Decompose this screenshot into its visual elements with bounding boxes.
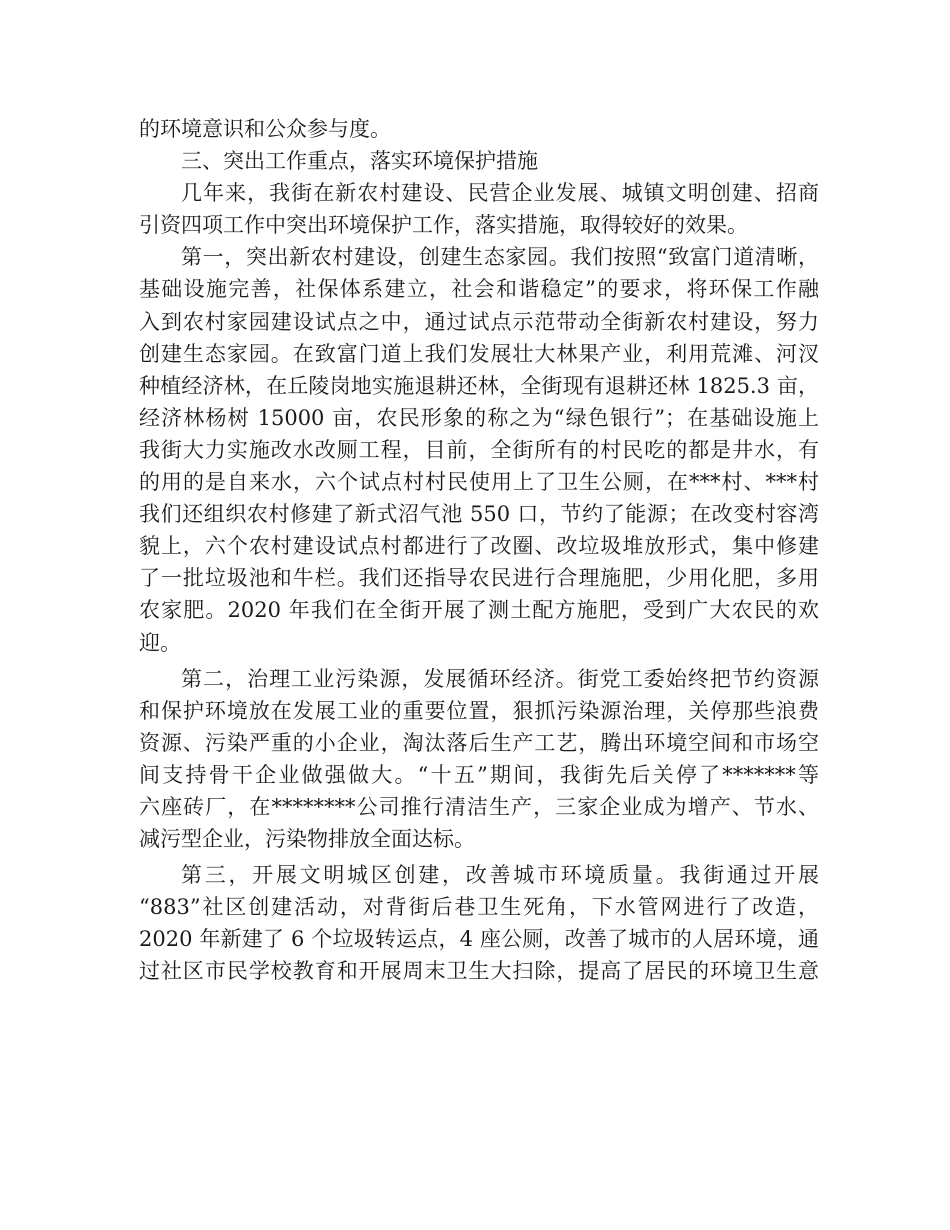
paragraph-line: 农家肥。2020 年我们在全街开展了测土配方施肥，受到广大农民的欢 — [139, 598, 819, 623]
paragraph-line: 了一批垃圾池和牛栏。我们还指导农民进行合理施肥，少用化肥，多用 — [139, 566, 819, 591]
paragraph-line: 我们还组织农村修建了新式沼气池 550 口，节约了能源；在改变村容湾 — [139, 502, 819, 527]
body-line: 的环境意识和公众参与度。 — [139, 117, 391, 141]
paragraph-line: 种植经济林，在丘陵岗地实施退耕还林，全街现有退耕还林 1825.3 亩， — [139, 373, 819, 398]
paragraph-line: 第三，开展文明城区创建，改善城市环境质量。我街通过开展 — [181, 863, 819, 888]
paragraph-line: 经济林杨树 15000 亩，农民形象的称之为“绿色银行”；在基础设施上 — [139, 405, 819, 430]
paragraph-line: 创建生态家园。在致富门道上我们发展壮大林果产业，利用荒滩、河汊 — [139, 341, 819, 366]
paragraph-line: 六座砖厂，在********公司推行清洁生产，三家企业成为增产、节水、 — [139, 794, 819, 819]
paragraph-line: 资源、污染严重的小企业，淘汰落后生产工艺，腾出环境空间和市场空 — [139, 730, 819, 755]
paragraph-line: 我街大力实施改水改厕工程，目前，全街所有的村民吃的都是井水，有 — [139, 437, 819, 462]
paragraph-line: 和保护环境放在发展工业的重要位置，狠抓污染源治理，关停那些浪费 — [139, 698, 819, 723]
paragraph-line: 引资四项工作中突出环境保护工作，落实措施，取得较好的效果。 — [139, 213, 748, 238]
paragraph-line: 基础设施完善，社保体系建立，社会和谐稳定”的要求，将环保工作融 — [139, 277, 819, 302]
section-heading: 三、突出工作重点，落实环境保护措施 — [181, 149, 538, 174]
paragraph-line: “883”社区创建活动，对背街后巷卫生死角，下水管网进行了改造， — [139, 895, 819, 920]
paragraph-line: 第二，治理工业污染源，发展循环经济。街党工委始终把节约资源 — [181, 666, 819, 691]
paragraph-line: 貌上，六个农村建设试点村都进行了改圈、改垃圾堆放形式，集中修建 — [139, 534, 819, 559]
paragraph-line: 迎。 — [139, 630, 181, 655]
paragraph-line: 减污型企业，污染物排放全面达标。 — [139, 827, 475, 852]
paragraph-line: 第一，突出新农村建设，创建生态家园。我们按照“致富门道清晰， — [181, 245, 819, 270]
paragraph-line: 过社区市民学校教育和开展周末卫生大扫除，提高了居民的环境卫生意 — [139, 959, 819, 984]
paragraph-line: 入到农村家园建设试点之中，通过试点示范带动全街新农村建设，努力 — [139, 309, 819, 334]
paragraph-line: 2020 年新建了 6 个垃圾转运点，4 座公厕，改善了城市的人居环境，通 — [139, 927, 819, 952]
paragraph-line: 间支持骨干企业做强做大。“十五”期间，我街先后关停了*******等 — [139, 762, 819, 787]
paragraph-line: 几年来，我街在新农村建设、民营企业发展、城镇文明创建、招商 — [181, 181, 819, 206]
document-body — [139, 113, 819, 988]
paragraph-line: 的用的是自来水，六个试点村村民使用上了卫生公厕，在***村、***村 — [139, 470, 819, 495]
